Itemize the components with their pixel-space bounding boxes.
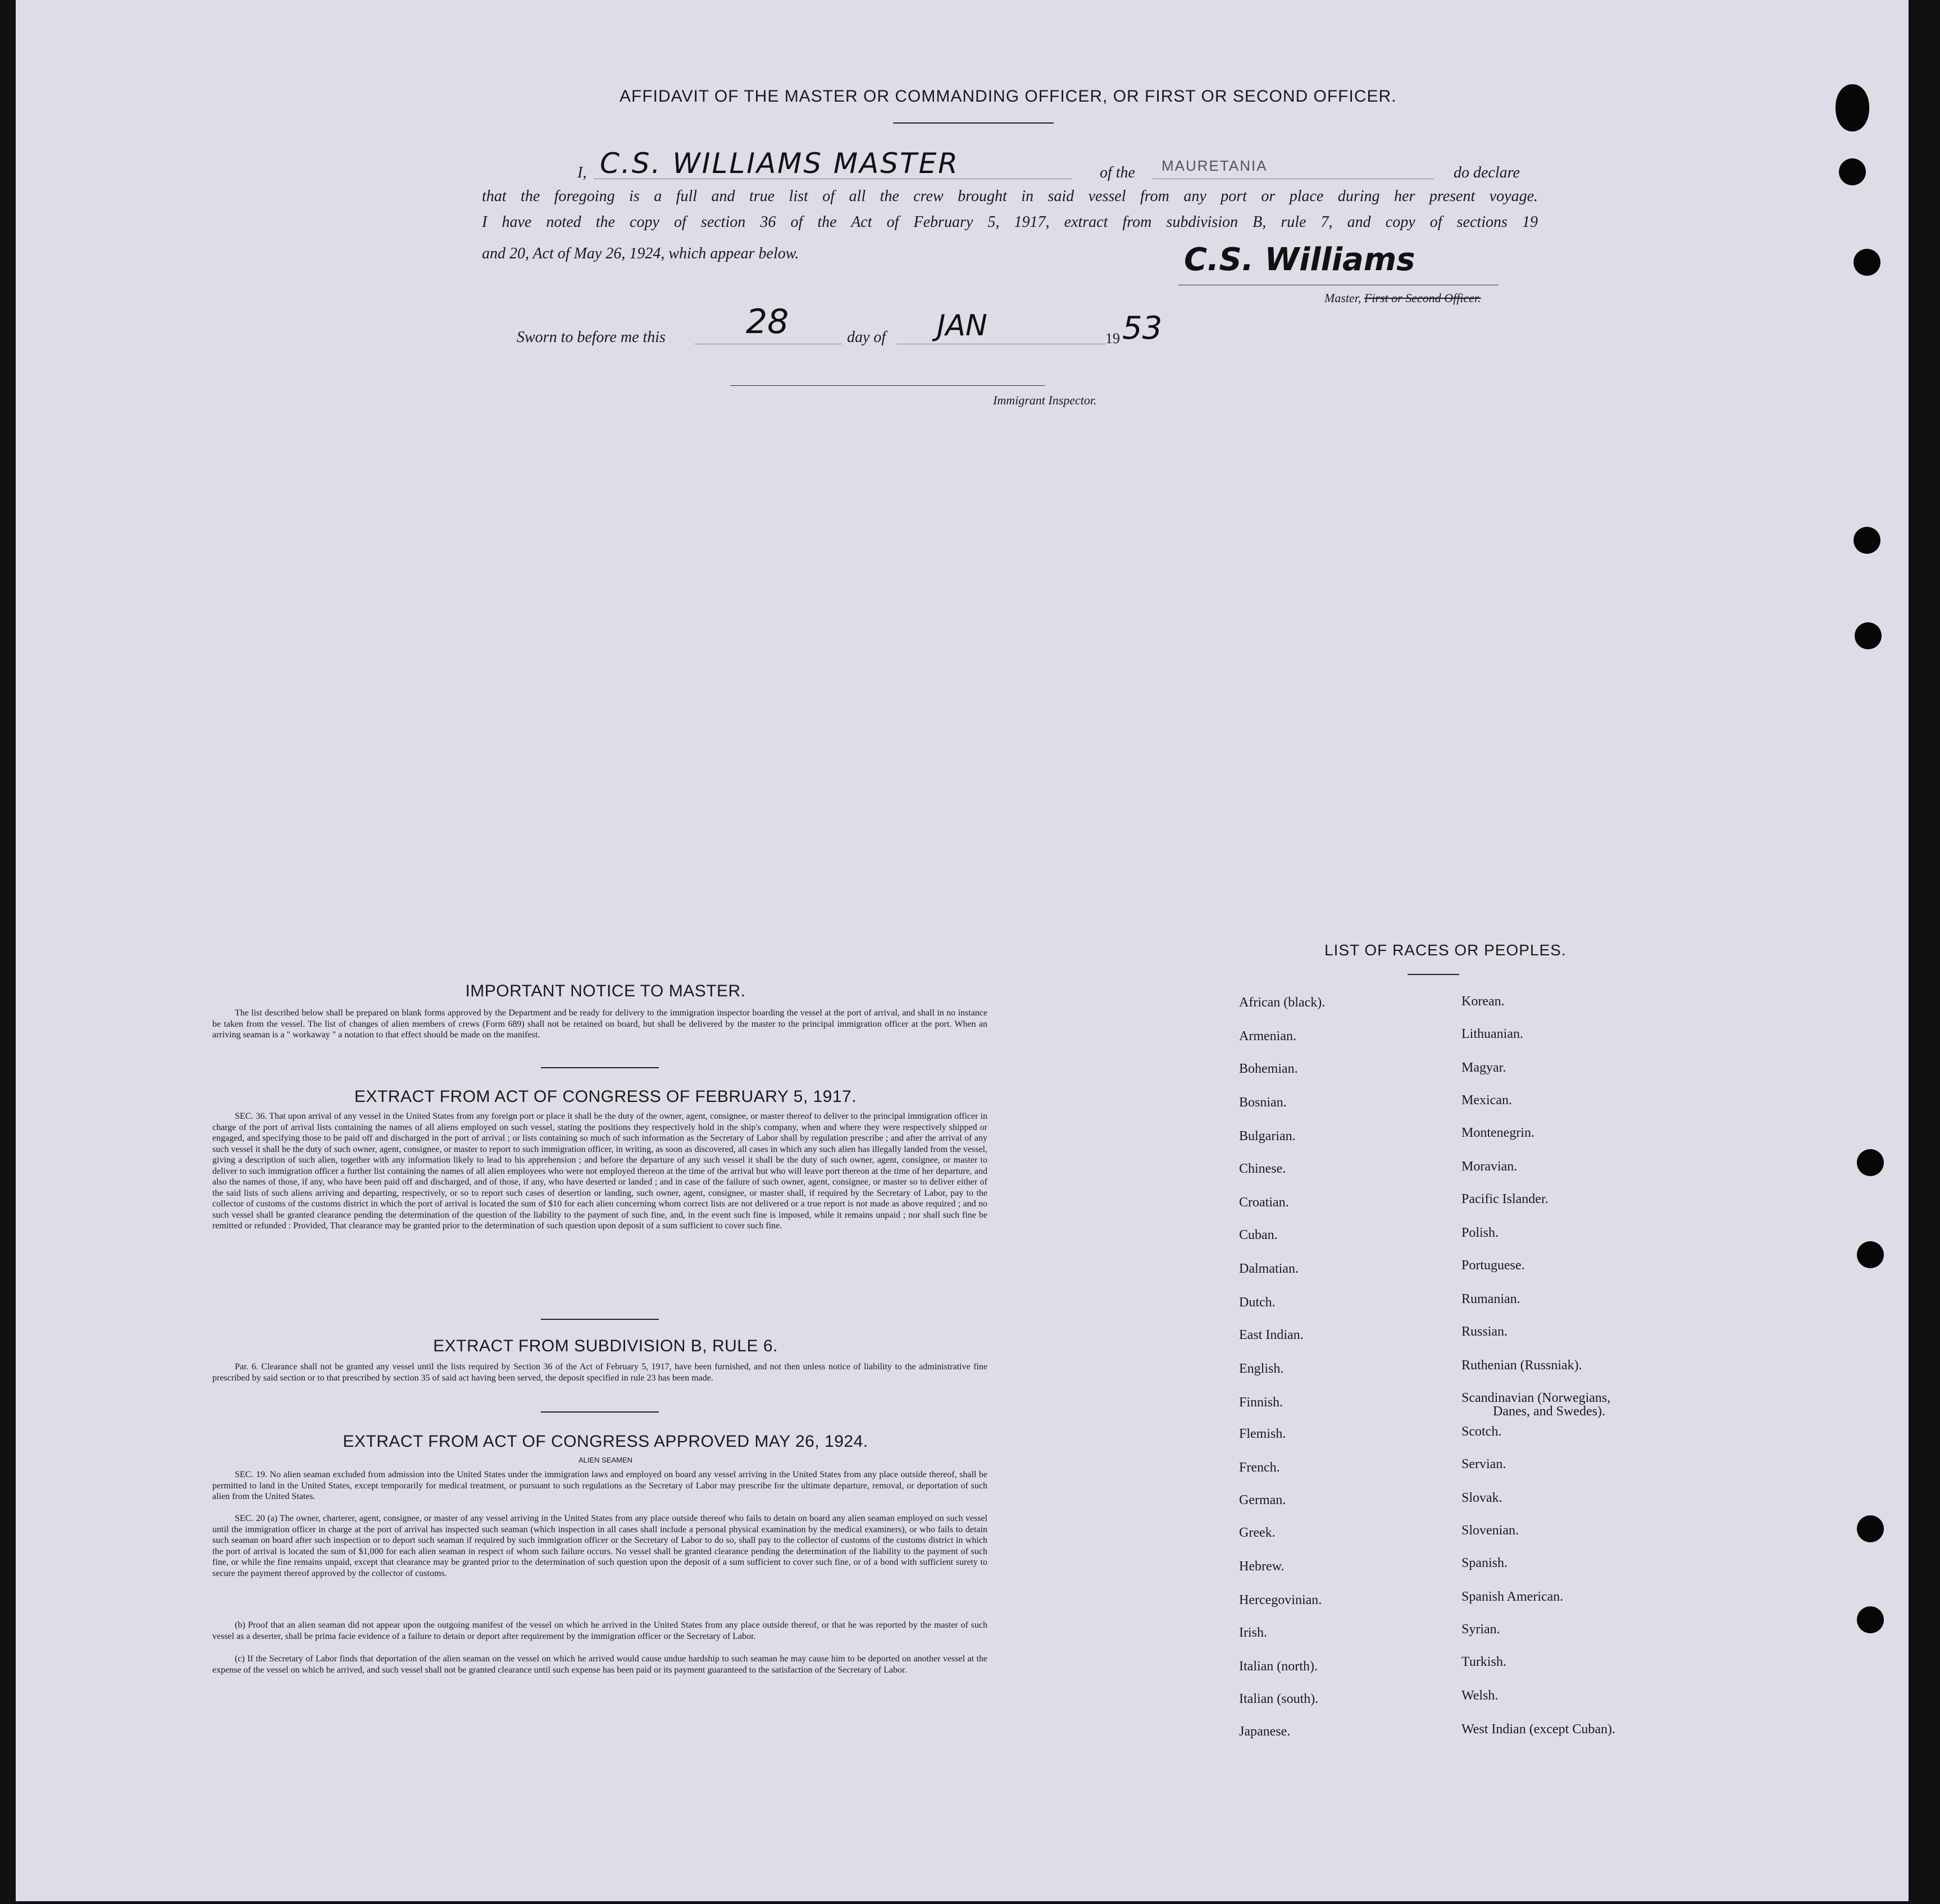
sworn-prefix: Sworn to before me this	[517, 329, 666, 346]
race-entry: Mexican.	[1461, 1093, 1512, 1108]
section-divider	[541, 1067, 659, 1068]
of-the-text: of the	[1100, 164, 1135, 181]
extract-1917-title: EXTRACT FROM ACT OF CONGRESS OF FEBRUARY 5, 1917.	[354, 1087, 857, 1106]
race-entry: Lithuanian.	[1461, 1027, 1523, 1041]
notice-body: The list described below shall be prepared on blank forms approved by the Department and be ready for delivery to the immigration inspector boarding the vessel at the port of arrival, and shall in no instance be taken from the vessel. The list of changes of alien members of crews (Form 689) shall not be retained on board, but shall be delivered by the master to the principal immigration officer at the port. When an arriving seaman is a " workaway " a notation to that effect should be made on the manifest.	[212, 1008, 987, 1040]
race-entry: Russian.	[1461, 1324, 1508, 1339]
race-entry: French.	[1239, 1460, 1280, 1475]
handwritten-master-name: C.S. WILLIAMS MASTER	[600, 147, 959, 180]
affidavit-line-3: I have noted the copy of section 36 of the Act of February 5, 1917, extract from subdivision B, rule 7, and copy of sections 19	[482, 213, 1538, 231]
race-entry: Dalmatian.	[1239, 1261, 1299, 1276]
race-entry: Dutch.	[1239, 1295, 1276, 1310]
vessel-name-stamp: MAURETANIA	[1162, 157, 1268, 174]
race-entry: Magyar.	[1461, 1060, 1506, 1075]
affidavit-i: I,	[577, 164, 587, 181]
races-title-underline	[1408, 974, 1459, 975]
section-divider	[541, 1411, 659, 1413]
signer-title	[1324, 291, 1481, 306]
race-entry: Polish.	[1461, 1226, 1499, 1240]
race-entry: Cuban.	[1239, 1228, 1278, 1242]
notice-title: IMPORTANT NOTICE TO MASTER.	[465, 982, 746, 1000]
race-entry: Flemish.	[1239, 1427, 1286, 1441]
race-entry: Spanish.	[1461, 1556, 1508, 1570]
race-entry: East Indian.	[1239, 1328, 1304, 1342]
race-entry: Croatian.	[1239, 1195, 1289, 1210]
sec-20c-text: (c) If the Secretary of Labor finds that deportation of the alien seaman on the vessel on which he arrived would cause undue hardship to such seaman he may cause him to be deported on another vessel at the expense of the vessel on which he arrived, and such vessel shall not be granted clearance until such expense has been paid or its payment guaranteed to the satisfaction of the Secretary of Labor.	[212, 1654, 987, 1675]
race-entry: Italian (north).	[1239, 1659, 1318, 1674]
race-entry: Turkish.	[1461, 1655, 1506, 1669]
subdivision-body: Par. 6. Clearance shall not be granted any vessel until the lists required by Section 36 of the Act of February 5, 1917, have been furnished, and not then unless notice of liability to the administrative fine prescribed by said section or to that prescribed by section 35 of said act having been served, the deposit specified in rule 23 has been made.	[212, 1362, 987, 1383]
race-entry: Rumanian.	[1461, 1292, 1520, 1306]
race-entry-continuation: Danes, and Swedes).	[1493, 1404, 1605, 1419]
race-entry: German.	[1239, 1493, 1286, 1507]
race-entry: Hercegovinian.	[1239, 1593, 1322, 1607]
race-entry: Portuguese.	[1461, 1258, 1525, 1273]
affidavit-line-2: that the foregoing is a full and true list of all the crew brought in said vessel from any port or place during her present voyage.	[482, 188, 1538, 205]
race-entry: Bosnian.	[1239, 1095, 1287, 1110]
race-entry: Scotch.	[1461, 1424, 1502, 1439]
affidavit-line-4: and 20, Act of May 26, 1924, which appear below.	[482, 245, 799, 262]
punch-hole	[1854, 527, 1880, 554]
inspector-label: Immigrant Inspector.	[993, 393, 1097, 407]
race-entry: Japanese.	[1239, 1724, 1291, 1739]
master-label: Master,	[1324, 291, 1361, 305]
race-entry: Spanish American.	[1461, 1589, 1564, 1604]
punch-hole	[1839, 158, 1866, 185]
punch-hole	[1857, 1241, 1884, 1268]
race-entry: Armenian.	[1239, 1029, 1296, 1044]
race-entry: Slovenian.	[1461, 1523, 1519, 1538]
races-title: LIST OF RACES OR PEOPLES.	[1324, 941, 1566, 959]
sworn-day: 28	[746, 302, 789, 341]
race-entry: Welsh.	[1461, 1688, 1499, 1703]
extract-1924-title: EXTRACT FROM ACT OF CONGRESS APPROVED MAY 26, 1924.	[343, 1432, 868, 1451]
race-entry: African (black).	[1239, 995, 1326, 1010]
punch-hole	[1857, 1515, 1884, 1542]
race-entry: Slovak.	[1461, 1491, 1502, 1505]
race-entry: Italian (south).	[1239, 1692, 1319, 1706]
race-entry: Moravian.	[1461, 1159, 1518, 1174]
sworn-year: 53	[1122, 310, 1163, 347]
title-underline	[893, 122, 1054, 124]
race-entry: Chinese.	[1239, 1161, 1286, 1176]
alien-seamen-subhead: ALIEN SEAMEN	[578, 1456, 633, 1464]
race-entry: Korean.	[1461, 994, 1505, 1009]
punch-hole	[1855, 622, 1882, 649]
race-entry: West Indian (except Cuban).	[1461, 1722, 1615, 1737]
section-divider	[541, 1319, 659, 1320]
affidavit-title: AFFIDAVIT OF THE MASTER OR COMMANDING OFFICER, OR FIRST OR SECOND OFFICER.	[620, 87, 1397, 106]
race-entry: Servian.	[1461, 1457, 1506, 1472]
race-entry: Syrian.	[1461, 1622, 1500, 1637]
punch-hole	[1857, 1149, 1884, 1176]
do-declare-text: do declare	[1454, 164, 1520, 181]
race-entry: Scandinavian (Norwegians,	[1461, 1391, 1611, 1405]
inspector-line	[730, 385, 1045, 386]
master-signature: C.S. Williams	[1184, 242, 1415, 278]
race-entry: Bohemian.	[1239, 1062, 1298, 1076]
race-entry: Finnish.	[1239, 1395, 1283, 1410]
race-entry: Montenegrin.	[1461, 1126, 1534, 1140]
document-page	[16, 0, 1909, 1901]
punch-hole	[1857, 1606, 1884, 1633]
race-entry: English.	[1239, 1361, 1284, 1376]
race-entry: Bulgarian.	[1239, 1129, 1296, 1144]
sec-20a-text: SEC. 20 (a) The owner, charterer, agent, consignee, or master of any vessel arriving in the United States from any place outside thereof who fails to detain on board any alien seaman employed on such vessel until the immigration officer in charge at the port of arrival has inspected such seaman (which inspection in all cases shall include a personal physical examination by the medical examiners), or who fails to detain such seaman on board after such inspection or to deport such seaman if required by such immigration officer or the Secretary of Labor to do so, shall pay to the collector of customs of the customs district in which the port of arrival is located the sum of $1,000 for each alien seaman in respect of whom such failure occurs. No vessel shall be granted clearance pending the determination of the liability to the payment of such fine, or while the fine remains unpaid, except that clearance may be granted prior to the determination of such question upon the deposit of a sum sufficient to cover such fine, or of a bond with sufficient surety to secure the payment thereof approved by the collector of customs.	[212, 1514, 987, 1578]
race-entry: Hebrew.	[1239, 1559, 1285, 1574]
race-entry: Ruthenian (Russniak).	[1461, 1358, 1582, 1373]
punch-hole	[1836, 84, 1869, 131]
sec-20b-text: (b) Proof that an alien seaman did not appear upon the outgoing manifest of the vessel on which he arrived in the United States from any place outside thereof, or that he was reported by the master of such vessel as a deserter, shall be prima facie evidence of a failure to detain or deport after requirement by the immigration officer or the Secretary of Labor.	[212, 1620, 987, 1641]
day-of-text: day of	[847, 329, 886, 346]
sworn-month: JAN	[937, 309, 987, 343]
extract-1917-body: SEC. 36. That upon arrival of any vessel in the United States from any foreign port or place it shall be the duty of the owner, agent, consignee, or master thereof to deliver to the principal immigration officer in charge of the port of arrival lists containing the names of all aliens employed on such vessel, stating the positions they respectively hold in the ship's company, when and where they were respectively shipped or engaged, and specifying those to be paid off and discharged in the port of arrival ; or lists containing so much of such information as the Secretary of Labor shall by regulation prescribe ; and after the arrival of any such vessel it shall be the duty of such owner, agent, consignee, or master to report to such immigration officer, in writing, as soon as discovered, all cases in which any such alien has illegally landed from the vessel, giving a description of such alien, together with any information likely to lead to his apprehension ; and before the departure of any such vessel it shall be the duty of such owner, agent, consignee, or master to deliver to such immigration officer a further list containing the names of all alien employees who were not employed thereon at the time of the arrival but who will leave port thereon at the time of her departure, and also the names of those, if any, who have been paid off and discharged, and of those, if any, who have deserted or landed ; and in case of the failure of such owner, agent, consignee, or master so to deliver either of the said lists of such aliens arriving and departing, respectively, or so to report such cases of desertion or landing, such owner, agent, consignee, or master shall, if required by the Secretary of Labor, pay to the collector of customs of the customs district in which the port of arrival is located the sum of $10 for each alien concerning whom correct lists are not delivered or a true report is not made as above required ; and no such vessel shall be granted clearance pending the determination of the question of the liability to the payment of such fine, and, in the event such fine is imposed, while it remains unpaid ; nor shall such fine be remitted or refunded : Provided, That clearance may be granted prior to the determination of such question upon deposit of a sum sufficient to cover such fine.	[212, 1112, 987, 1231]
sec-19-text: SEC. 19. No alien seaman excluded from admission into the United States under the immigration laws and employed on board any vessel arriving in the United States from any place outside thereof, shall be permitted to land in the United States, except temporarily for medical treatment, or pursuant to such regulations as the Secretary of Labor may prescribe for the ultimate departure, removal, or deportation of such alien from the United States.	[212, 1470, 987, 1501]
race-entry: Greek.	[1239, 1525, 1276, 1540]
year-prefix: 19	[1105, 330, 1120, 347]
struck-officer-label: First or Second Officer.	[1364, 291, 1481, 305]
race-entry: Irish.	[1239, 1625, 1267, 1640]
subdivision-title: EXTRACT FROM SUBDIVISION B, RULE 6.	[433, 1337, 778, 1355]
punch-hole	[1854, 249, 1880, 276]
race-entry: Pacific Islander.	[1461, 1192, 1549, 1206]
